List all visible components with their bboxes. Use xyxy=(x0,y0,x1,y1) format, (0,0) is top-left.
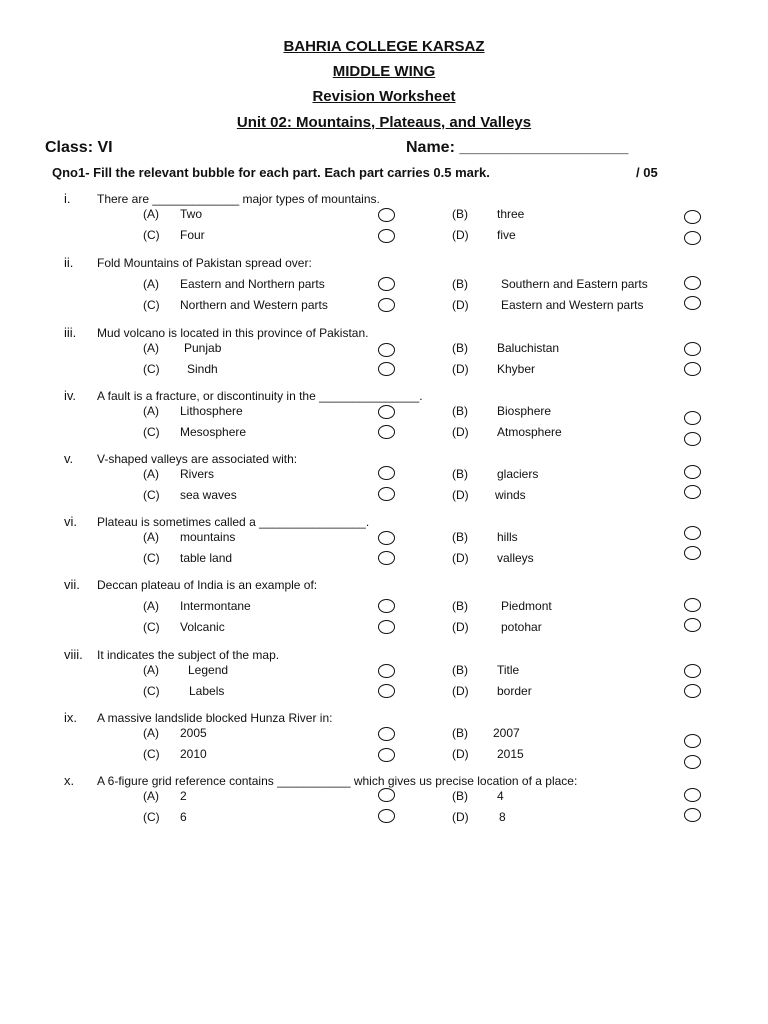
option-d-text: winds xyxy=(495,488,526,502)
option-c-text: Mesosphere xyxy=(180,425,247,439)
option-c-text: Labels xyxy=(189,684,225,698)
option-a-bubble[interactable] xyxy=(378,788,395,802)
class-label: Class: VI xyxy=(45,139,113,156)
option-d-bubble[interactable] xyxy=(684,618,701,632)
total-marks: / 05 xyxy=(636,165,658,180)
option-b-text: hills xyxy=(497,530,518,544)
option-c-bubble[interactable] xyxy=(378,487,395,501)
option-b-bubble[interactable] xyxy=(684,526,701,540)
worksheet-title: Revision Worksheet xyxy=(312,88,456,105)
option-c-bubble[interactable] xyxy=(378,748,395,762)
question-number: iv. xyxy=(64,388,77,403)
option-a-text: 2005 xyxy=(180,726,207,740)
option-c-bubble[interactable] xyxy=(378,362,395,376)
question-text: Deccan plateau of India is an example of: xyxy=(97,578,318,592)
option-b-text: Baluchistan xyxy=(497,341,560,355)
option-b-bubble[interactable] xyxy=(684,276,701,290)
option-c-letter: (C) xyxy=(143,620,160,634)
option-a-text: Intermontane xyxy=(180,599,251,613)
option-d-text: valleys xyxy=(497,551,534,565)
option-b-letter: (B) xyxy=(452,530,468,544)
question-text: Mud volcano is located in this province of Pakistan. xyxy=(97,326,369,340)
option-a-text: Lithosphere xyxy=(180,404,243,418)
question-number: vi. xyxy=(64,514,77,529)
option-d-letter: (D) xyxy=(452,298,469,312)
option-a-bubble[interactable] xyxy=(378,208,395,222)
question-text: Fold Mountains of Pakistan spread over: xyxy=(97,256,312,270)
option-b-bubble[interactable] xyxy=(684,598,701,612)
option-d-bubble[interactable] xyxy=(684,546,701,560)
option-a-letter: (A) xyxy=(143,789,159,803)
option-a-text: Legend xyxy=(188,663,229,677)
instruction: Qno1- Fill the relevant bubble for each part. Each part carries 0.5 mark. xyxy=(52,165,490,180)
question-number: viii. xyxy=(64,647,83,662)
option-b-letter: (B) xyxy=(452,789,468,803)
question-text: A 6-figure grid reference contains ___________ which gives us precise location of a place: xyxy=(97,774,578,788)
option-d-text: Eastern and Western parts xyxy=(501,298,644,312)
option-d-bubble[interactable] xyxy=(684,362,701,376)
option-b-text: glaciers xyxy=(497,467,539,481)
option-b-bubble[interactable] xyxy=(684,210,701,224)
option-b-bubble[interactable] xyxy=(684,664,701,678)
option-d-letter: (D) xyxy=(452,684,469,698)
option-d-bubble[interactable] xyxy=(684,684,701,698)
option-b-bubble[interactable] xyxy=(684,411,701,425)
option-d-letter: (D) xyxy=(452,228,469,242)
option-b-letter: (B) xyxy=(452,599,468,613)
option-c-letter: (C) xyxy=(143,684,160,698)
option-d-text: Atmosphere xyxy=(497,425,562,439)
option-c-letter: (C) xyxy=(143,488,160,502)
option-a-bubble[interactable] xyxy=(378,343,395,357)
name-label: Name: ___________________ xyxy=(406,139,629,156)
option-c-bubble[interactable] xyxy=(378,551,395,565)
option-d-bubble[interactable] xyxy=(684,231,701,245)
option-b-text: three xyxy=(497,207,525,221)
option-c-letter: (C) xyxy=(143,425,160,439)
option-c-text: table land xyxy=(180,551,233,565)
option-b-letter: (B) xyxy=(452,726,468,740)
option-c-text: Four xyxy=(180,228,205,242)
option-a-letter: (A) xyxy=(143,277,159,291)
option-c-bubble[interactable] xyxy=(378,425,395,439)
option-d-text: border xyxy=(497,684,532,698)
option-d-letter: (D) xyxy=(452,362,469,376)
option-b-bubble[interactable] xyxy=(684,465,701,479)
option-a-letter: (A) xyxy=(143,467,159,481)
option-c-letter: (C) xyxy=(143,362,160,376)
option-d-bubble[interactable] xyxy=(684,808,701,822)
option-b-text: Title xyxy=(497,663,520,677)
option-a-letter: (A) xyxy=(143,599,159,613)
option-d-letter: (D) xyxy=(452,488,469,502)
question-text: A fault is a fracture, or discontinuity in the _______________. xyxy=(97,389,423,403)
option-d-letter: (D) xyxy=(452,425,469,439)
option-a-bubble[interactable] xyxy=(378,277,395,291)
option-a-bubble[interactable] xyxy=(378,405,395,419)
option-b-text: Biosphere xyxy=(497,404,552,418)
question-number: i. xyxy=(64,191,71,206)
option-a-letter: (A) xyxy=(143,207,159,221)
option-d-letter: (D) xyxy=(452,747,469,761)
school-name: BAHRIA COLLEGE KARSAZ xyxy=(283,38,485,55)
option-c-letter: (C) xyxy=(143,298,160,312)
question-number: ix. xyxy=(64,710,77,725)
option-b-letter: (B) xyxy=(452,277,468,291)
option-a-bubble[interactable] xyxy=(378,466,395,480)
option-b-text: 4 xyxy=(497,789,504,803)
question-number: ii. xyxy=(64,255,74,270)
question-text: A massive landslide blocked Hunza River in: xyxy=(97,711,333,725)
question-text: There are _____________ major types of mountains. xyxy=(97,192,380,206)
option-a-text: Eastern and Northern parts xyxy=(180,277,325,291)
wing-name: MIDDLE WING xyxy=(332,63,436,80)
option-b-bubble[interactable] xyxy=(684,788,701,802)
option-c-bubble[interactable] xyxy=(378,229,395,243)
option-a-text: mountains xyxy=(180,530,236,544)
option-b-bubble[interactable] xyxy=(684,734,701,748)
option-b-text: Piedmont xyxy=(501,599,552,613)
option-d-letter: (D) xyxy=(452,551,469,565)
question-text: Plateau is sometimes called a ________________. xyxy=(97,515,370,529)
option-d-text: five xyxy=(497,228,516,242)
option-b-letter: (B) xyxy=(452,404,468,418)
option-c-bubble[interactable] xyxy=(378,298,395,312)
question-number: v. xyxy=(64,451,74,466)
unit-title: Unit 02: Mountains, Plateaus, and Valleys xyxy=(236,114,532,131)
option-c-text: Northern and Western parts xyxy=(180,298,328,312)
option-a-text: Rivers xyxy=(180,467,215,481)
option-d-text: Khyber xyxy=(497,362,536,376)
question-number: iii. xyxy=(64,325,77,340)
option-a-text: 2 xyxy=(180,789,187,803)
option-b-letter: (B) xyxy=(452,341,468,355)
option-b-text: 2007 xyxy=(493,726,520,740)
question-text: V-shaped valleys are associated with: xyxy=(97,452,298,466)
option-c-letter: (C) xyxy=(143,810,160,824)
option-c-text: Volcanic xyxy=(180,620,225,634)
option-c-letter: (C) xyxy=(143,228,160,242)
option-c-letter: (C) xyxy=(143,551,160,565)
option-c-text: sea waves xyxy=(180,488,237,502)
option-d-letter: (D) xyxy=(452,810,469,824)
option-c-text: 2010 xyxy=(180,747,207,761)
option-c-letter: (C) xyxy=(143,747,160,761)
option-b-letter: (B) xyxy=(452,663,468,677)
option-a-letter: (A) xyxy=(143,530,159,544)
option-d-bubble[interactable] xyxy=(684,755,701,769)
option-a-bubble[interactable] xyxy=(378,727,395,741)
option-b-letter: (B) xyxy=(452,467,468,481)
option-a-letter: (A) xyxy=(143,341,159,355)
option-a-text: Punjab xyxy=(184,341,222,355)
option-b-letter: (B) xyxy=(452,207,468,221)
option-d-text: 8 xyxy=(499,810,506,824)
option-a-bubble[interactable] xyxy=(378,664,395,678)
option-a-text: Two xyxy=(180,207,203,221)
option-a-letter: (A) xyxy=(143,663,159,677)
question-number: vii. xyxy=(64,577,80,592)
option-c-text: Sindh xyxy=(187,362,218,376)
option-a-letter: (A) xyxy=(143,726,159,740)
option-d-bubble[interactable] xyxy=(684,296,701,310)
option-c-bubble[interactable] xyxy=(378,684,395,698)
option-c-bubble[interactable] xyxy=(378,620,395,634)
option-b-text: Southern and Eastern parts xyxy=(501,277,648,291)
option-d-bubble[interactable] xyxy=(684,485,701,499)
option-d-text: 2015 xyxy=(497,747,524,761)
option-a-letter: (A) xyxy=(143,404,159,418)
option-a-bubble[interactable] xyxy=(378,599,395,613)
option-d-bubble[interactable] xyxy=(684,432,701,446)
option-b-bubble[interactable] xyxy=(684,342,701,356)
question-number: x. xyxy=(64,773,75,788)
option-d-letter: (D) xyxy=(452,620,469,634)
question-text: It indicates the subject of the map. xyxy=(97,648,280,662)
option-c-bubble[interactable] xyxy=(378,809,395,823)
option-a-bubble[interactable] xyxy=(378,531,395,545)
option-d-text: potohar xyxy=(501,620,542,634)
option-c-text: 6 xyxy=(180,810,187,824)
